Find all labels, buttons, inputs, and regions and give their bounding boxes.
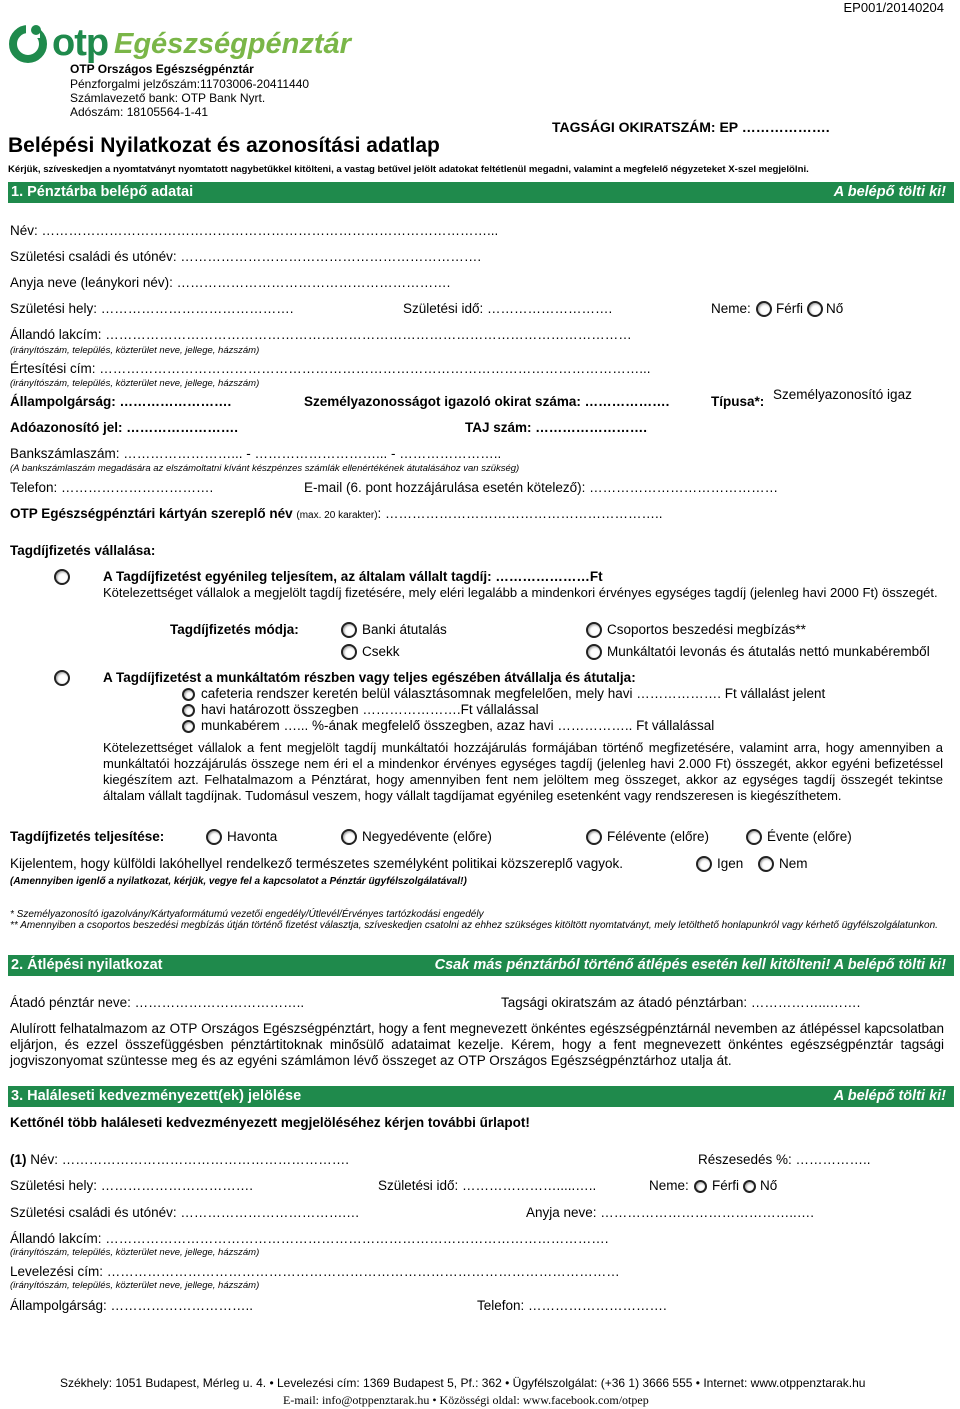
- org-tax: Adószám: 18105564-1-41: [70, 105, 209, 119]
- mode-bank-transfer-radio[interactable]: [341, 622, 357, 638]
- section-2-header: [8, 955, 954, 976]
- name-field[interactable]: Név: ………………………………………………………………………………………...: [10, 223, 499, 238]
- id-type-select[interactable]: Személyazonosító igaz: [773, 387, 912, 402]
- mother-name-field[interactable]: Anyja neve (leánykori név): …………………………………………………….: [10, 275, 451, 290]
- beneficiary-birth-date-field[interactable]: Születési idő: ………………….....…..: [378, 1178, 597, 1193]
- mode-check-radio[interactable]: [341, 644, 357, 660]
- pep-yes-radio[interactable]: [696, 856, 712, 872]
- employer-fixed-radio[interactable]: [182, 704, 195, 717]
- section-2-note: Csak más pénztárból történő átlépés esetén kell kitölteni! A belépő tölti ki!: [434, 957, 946, 973]
- card-name-hint: (max. 20 karakter): [296, 510, 378, 521]
- beneficiary-sex-label: Neme:: [649, 1178, 689, 1193]
- address-field[interactable]: Állandó lakcím: ………………………………………………………………………………………………………: [10, 327, 632, 342]
- fee-option-individual-radio[interactable]: [54, 569, 70, 585]
- section-1-header: [8, 182, 954, 203]
- freq-half-year-label: Félévente (előre): [607, 829, 710, 844]
- pep-no-radio[interactable]: [758, 856, 774, 872]
- org-account: Pénzforgalmi jelzőszám:11703006-20411440: [70, 77, 310, 91]
- sex-label: Neme:: [711, 301, 751, 316]
- freq-yearly-radio[interactable]: [746, 829, 762, 845]
- beneficiary-mail-hint: (irányítószám, település, közterület neve, jellege, házszám): [10, 1280, 260, 1291]
- payment-frequency-label: Tagdíjfizetés teljesítése:: [10, 829, 165, 844]
- beneficiary-female-radio[interactable]: [743, 1180, 756, 1193]
- freq-quarterly-label: Negyedévente (előre): [362, 829, 492, 844]
- mail-address-field[interactable]: Értesítési cím: …………………………………………………………………………………………………………...: [10, 361, 651, 376]
- employer-percent-text: munkabérem …... %-ának megfelelő összegben, azaz havi …………….. Ft vállalással: [201, 718, 715, 733]
- citizenship-field[interactable]: Állampolgárság: …………………….: [10, 394, 232, 409]
- section-3-note: A belépő tölti ki!: [833, 1088, 946, 1104]
- logo-product: Egészségpénztár: [114, 28, 351, 60]
- card-name-field[interactable]: [10, 506, 663, 521]
- from-fund-field[interactable]: Átadó pénztár neve: ………………………………..: [10, 995, 305, 1010]
- page-title: Belépési Nyilatkozat és azonosítási adatlap: [8, 134, 440, 157]
- fee-option-employer-text: Kötelezettséget vállalok a fent megjelölt tagdíj munkáltatói hozzájárulás formájában történő megfizetésére, valamint arra, hogy amennyiben a munkáltatói hozzájárulás összege nem éri el a mindenkor érvényes egységes tagdíj (jelenleg havi 2.000 Ft) összegét, akkor egyéni befizetéssel kiegészítem azt. Felhatalmazom a Pénztárat, hogy amennyiben fent nem jelöltem meg összeget, akkor az egységes tagdíj összegét tekintse általam vállalt tagdíjnak. Tudomásul veszem, hogy vállalt tagdíjamat egyénileg esetenként vagy rendszeresen is kiegészíthetem.: [103, 740, 943, 803]
- transfer-statement: Alulírott felhatalmazom az OTP Országos Egészségpénztárt, hogy a fent megnevezett önkéntes egészségpénztárnál nevemben az átlépéssel kapcsolatban eljárjon, és ezzel összefüggésben pénztártitoknak minősülő adataimat kezelje. Kérem, hogy a fent megnevezett önkéntes egészségpénztár tagsági jogviszonyomat szüntesse meg és az egyéni számlámon lévő összeget az OTP Országos Egészségpénztárhoz utalja át.: [10, 1021, 944, 1068]
- mode-group-collection-label: Csoportos beszedési megbízás**: [607, 622, 806, 637]
- pep-hint: (Amennyiben igenlő a nyilatkozat, kérjük, vegye fel a kapcsolatot a Pénztár ügyfélszolgálatával!): [10, 876, 467, 887]
- employer-percent-radio[interactable]: [182, 720, 195, 733]
- pep-yes-label: Igen: [717, 856, 744, 871]
- freq-half-year-radio[interactable]: [586, 829, 602, 845]
- beneficiary-intro: Kettőnél több haláleseti kedvezményezett megjelöléséhez kérjen további űrlapot!: [10, 1115, 530, 1130]
- employer-cafeteria-radio[interactable]: [182, 688, 195, 701]
- sex-male-label: Férfi: [776, 301, 803, 316]
- sex-female-radio[interactable]: [807, 301, 823, 317]
- bank-account-hint: (A bankszámlaszám megadására az elszámoltatni kívánt készpénzes számlák ellenértékének átutalásához van szükség): [10, 463, 520, 474]
- section-3-title: 3. Haláleseti kedvezményezett(ek) jelölése: [11, 1088, 302, 1104]
- beneficiary-birth-name-field[interactable]: Születési családi és utónév: ……………………………….…: [10, 1205, 360, 1220]
- card-name-dots: : ……………………………………………………..: [377, 506, 663, 521]
- beneficiary-citizenship-field[interactable]: Állampolgárság: …………………………..: [10, 1298, 254, 1313]
- org-name: OTP Országos Egészségpénztár: [70, 62, 254, 76]
- pep-statement: Kijelentem, hogy külföldi lakóhellyel rendelkező természetes személyként politikai közszereplő vagyok.: [10, 856, 624, 871]
- freq-yearly-label: Évente (előre): [767, 829, 852, 844]
- card-name-label: OTP Egészségpénztári kártyán szereplő név: [10, 506, 293, 521]
- mode-bank-transfer-label: Banki átutalás: [362, 622, 447, 637]
- fee-option-individual-title[interactable]: A Tagdíjfizetést egyénileg teljesítem, az általam vállalt tagdíj: …………………Ft: [103, 569, 603, 584]
- from-member-no-field[interactable]: Tagsági okiratszám az átadó pénztárban: ……………...…….: [501, 995, 861, 1010]
- bank-account-field[interactable]: Bankszámlaszám: ……………………... - ………………………... - …………………..: [10, 446, 502, 461]
- beneficiary-birth-place-field[interactable]: Születési hely: …………………………….: [10, 1178, 254, 1193]
- section-3-header: [8, 1086, 954, 1107]
- birth-name-field[interactable]: Születési családi és utónév: ………………………………………………………….: [10, 249, 482, 264]
- email-field[interactable]: E-mail (6. pont hozzájárulása esetén kötelező): ……………………………………: [304, 480, 779, 495]
- tax-id-field[interactable]: Adóazonosító jel: …………………….: [10, 420, 238, 435]
- section-1-title: 1. Pénztárba belépő adatai: [11, 184, 194, 200]
- beneficiary-male-label: Férfi: [712, 1178, 739, 1193]
- beneficiary-mail-field[interactable]: Levelezési cím: ……………………………………………………………………………………………………: [10, 1264, 620, 1279]
- freq-monthly-radio[interactable]: [206, 829, 222, 845]
- freq-monthly-label: Havonta: [227, 829, 278, 844]
- section-1-note: A belépő tölti ki!: [833, 184, 946, 200]
- id-document-field[interactable]: Személyazonosságot igazoló okirat száma: ……………….: [304, 394, 670, 409]
- pep-no-label: Nem: [779, 856, 808, 871]
- mail-address-hint: (irányítószám, település, közterület neve, jellege, házszám): [10, 378, 260, 389]
- sex-male-radio[interactable]: [756, 301, 772, 317]
- fee-option-employer-radio[interactable]: [54, 670, 70, 686]
- footer-online: E-mail: info@otppenztarak.hu • Közösségi oldal: www.facebook.com/otpep: [283, 1393, 649, 1407]
- employer-fixed-text: havi határozott összegben ………………….Ft vállalással: [201, 702, 539, 717]
- fee-option-employer-title[interactable]: A Tagdíjfizetést a munkáltatóm részben vagy teljes egészében átvállalja és átutalja:: [103, 670, 636, 685]
- member-number[interactable]: TAGSÁGI OKIRATSZÁM: EP ……………….: [552, 119, 830, 135]
- instruction: Kérjük, szíveskedjen a nyomtatványt nyomtatott nagybetűkkel kitölteni, a vastag betűvel jelölt adatokat feltétlenül megadni, valamint a megfelelő négyzeteket X-szel megjelölni.: [8, 164, 809, 175]
- payment-mode-label: Tagdíjfizetés módja:: [170, 622, 299, 637]
- doc-code: EP001/20140204: [843, 0, 944, 15]
- beneficiary-name-field[interactable]: [10, 1152, 349, 1167]
- id-type-label: Típusa*:: [711, 394, 765, 409]
- mode-check-label: Csekk: [362, 644, 400, 659]
- beneficiary-phone-field[interactable]: Telefon: ………………………….: [477, 1298, 667, 1313]
- otp-logo-icon: [8, 24, 48, 64]
- mode-employer-label: Munkáltatói levonás és átutalás nettó munkabéremből: [607, 644, 930, 659]
- fee-option-individual-text: Kötelezettséget vállalok a megjelölt tagdíj fizetésére, mely eléri legalább a mindenkori érvényes egységes tagdíj (jelenleg havi 2000 Ft) összegét.: [103, 585, 938, 600]
- birth-date-field[interactable]: Születési idő: ……………………….: [403, 301, 613, 316]
- footer-contact: Székhely: 1051 Budapest, Mérleg u. 4. • Levelezési cím: 1369 Budapest 5, Pf.: 362 • Ügyfélszolgálat: (+36 1) 3666 555 • Internet: www.otppenztarak.hu: [60, 1376, 866, 1390]
- fee-title: Tagdíjfizetés vállalása:: [10, 543, 156, 558]
- taj-field[interactable]: TAJ szám: …………………….: [465, 420, 648, 435]
- sex-female-label: Nő: [826, 301, 844, 316]
- beneficiary-female-label: Nő: [760, 1178, 778, 1193]
- footnote-2: ** Amennyiben a csoportos beszedési megbízás útján történő fizetést választja, szíveskedjen csatolni az ehhez szükséges kitöltött nyomtatványt, mely letölthető honlapunkról vagy kérhető ügyfélszolgálatunkon.: [10, 920, 938, 931]
- beneficiary-name-text: Név: ……………………………………………………….: [30, 1152, 350, 1167]
- mode-employer-radio[interactable]: [586, 644, 602, 660]
- beneficiary-address-field[interactable]: Állandó lakcím: ………………………………………………………………………………………………….: [10, 1231, 609, 1246]
- birth-place-field[interactable]: Születési hely: …………………………………….: [10, 301, 294, 316]
- beneficiary-number: (1): [10, 1152, 27, 1167]
- beneficiary-mother-field[interactable]: Anyja neve: ……………………………………..….: [526, 1205, 815, 1220]
- footnote-1: * Személyazonosító igazolvány/Kártyaformátumú vezetői engedély/Útlevél/Érvényes tartózkodási engedély: [10, 909, 484, 920]
- freq-quarterly-radio[interactable]: [341, 829, 357, 845]
- phone-field[interactable]: Telefon: …………………………….: [10, 480, 214, 495]
- beneficiary-share-field[interactable]: Részesedés %: ……………..: [698, 1152, 871, 1167]
- beneficiary-male-radio[interactable]: [694, 1180, 707, 1193]
- section-2-title: 2. Átlépési nyilatkozat: [11, 957, 163, 973]
- beneficiary-address-hint: (irányítószám, település, közterület neve, jellege, házszám): [10, 1247, 260, 1258]
- org-bank: Számlavezető bank: OTP Bank Nyrt.: [70, 91, 266, 105]
- employer-cafeteria-text: cafeteria rendszer keretén belül választásomnak megfelelően, mely havi ………………. Ft vállalást jelent: [201, 686, 826, 701]
- mode-group-collection-radio[interactable]: [586, 622, 602, 638]
- address-hint: (irányítószám, település, közterület neve, jellege, házszám): [10, 345, 260, 356]
- logo-brand: otp: [52, 22, 109, 64]
